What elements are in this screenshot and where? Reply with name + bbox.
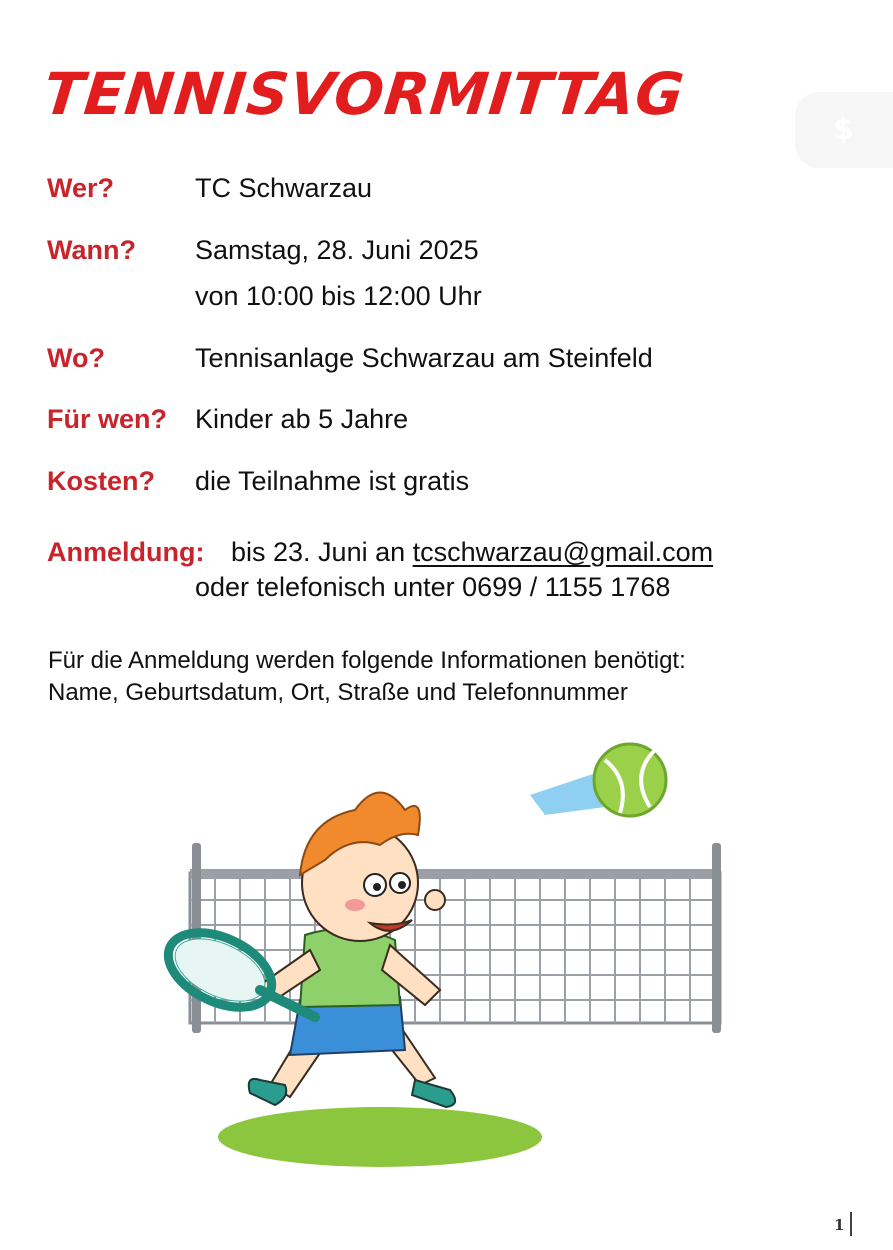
detail-label: Wo? — [47, 343, 105, 373]
detail-label: Wer? — [47, 173, 115, 203]
info-text — [48, 645, 686, 709]
detail-label: Kosten? — [47, 466, 155, 496]
detail-value-2: von 10:00 bis 12:00 Uhr — [195, 281, 482, 311]
info-line-2: Name, Geburtsdatum, Ort, Straße und Telefonnummer — [48, 679, 628, 706]
page-number: 1 — [834, 1216, 845, 1234]
registration-deadline: bis 23. Juni an — [231, 537, 413, 567]
tennis-net — [190, 843, 721, 1033]
detail-value: Tennisanlage Schwarzau am Steinfeld — [195, 343, 653, 373]
page-number-divider — [850, 1212, 852, 1236]
detail-label: Für wen? — [47, 404, 167, 434]
grass-ellipse — [218, 1107, 542, 1167]
detail-value: Kinder ab 5 Jahre — [195, 404, 409, 434]
tennis-illustration — [150, 735, 740, 1175]
detail-value: Samstag, 28. Juni 2025 — [195, 235, 479, 265]
registration-text — [231, 537, 713, 568]
registration-phone: oder telefonisch unter 0699 / 1155 1768 — [195, 572, 671, 602]
side-tab-icon: $ — [833, 112, 854, 147]
info-line-1: Für die Anmeldung werden folgende Informationen benötigt: — [48, 647, 686, 674]
detail-value: TC Schwarzau — [195, 173, 373, 203]
detail-label: Wann? — [47, 235, 136, 265]
email-link[interactable]: tcschwarzau@gmail.com — [412, 537, 714, 567]
tennis-ball — [530, 744, 666, 816]
side-tab — [795, 92, 893, 168]
page-title: TENNISVORMITTAG — [40, 60, 688, 128]
registration-label: Anmeldung: — [47, 537, 205, 567]
detail-value: die Teilnahme ist gratis — [195, 466, 470, 496]
